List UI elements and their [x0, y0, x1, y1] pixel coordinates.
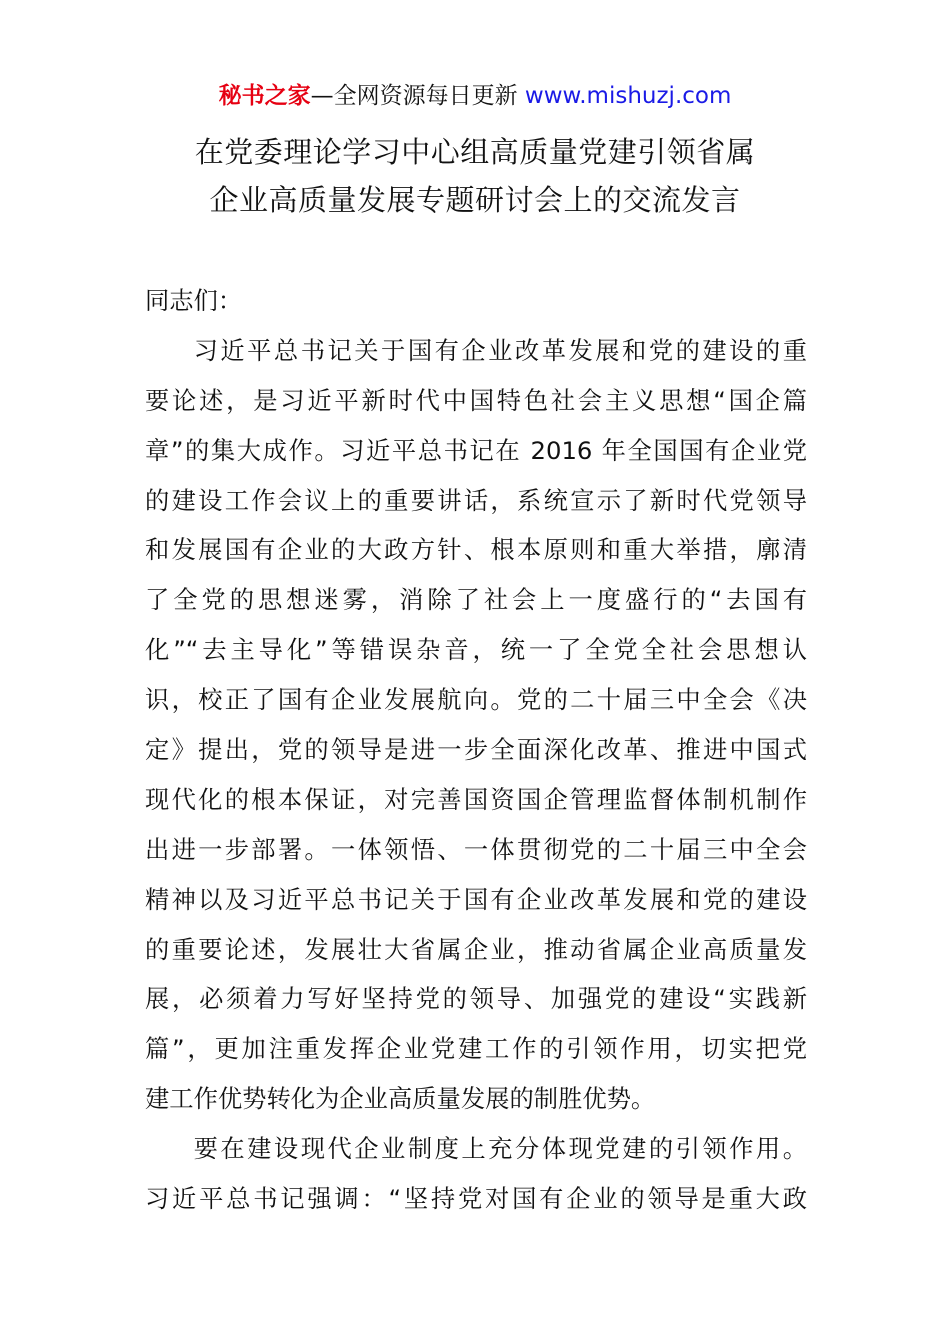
- text-line: 习近平总书记强调：“坚持党对国有企业的领导是重大政: [145, 1184, 807, 1214]
- text-line: 要在建设现代企业制度上充分体现党建的引领作用。: [193, 1134, 807, 1164]
- text-line: 篇”，更加注重发挥企业党建工作的引领作用，切实把党: [145, 1034, 807, 1064]
- site-url-link[interactable]: www.mishuzj.com: [524, 83, 732, 109]
- paragraph-2: [145, 1124, 807, 1224]
- title-line: 企业高质量发展专题研讨会上的交流发言: [209, 183, 741, 217]
- site-banner: [0, 80, 950, 112]
- text-line: 章”的集大成作。习近平总书记在 2016 年全国国有企业党: [145, 435, 807, 465]
- text-line: 化”“去主导化”等错误杂音，统一了全党全社会思想认: [145, 635, 807, 665]
- document-title: [0, 128, 950, 224]
- text-line: 了全党的思想迷雾，消除了社会上一度盛行的“去国有: [145, 585, 807, 615]
- text-line: 的重要论述，发展壮大省属企业，推动省属企业高质量发: [145, 934, 807, 964]
- text-line: 精神以及习近平总书记关于国有企业改革发展和党的建设: [145, 884, 807, 914]
- document-body: [145, 276, 807, 1224]
- text-line: 建工作优势转化为企业高质量发展的制胜优势。: [145, 1084, 656, 1114]
- title-line: 在党委理论学习中心组高质量党建引领省属: [194, 135, 756, 169]
- brand-name: 秘书之家: [218, 83, 311, 109]
- text-line: 定》提出，党的领导是进一步全面深化改革、推进中国式: [145, 735, 807, 765]
- text-line: 识，校正了国有企业发展航向。党的二十届三中全会《决: [145, 685, 807, 715]
- banner-tagline: —全网资源每日更新: [310, 83, 525, 109]
- salutation: 同志们：: [145, 286, 243, 315]
- text-line: 和发展国有企业的大政方针、根本原则和重大举措，廓清: [145, 535, 807, 565]
- text-line: 现代化的根本保证，对完善国资国企管理监督体制机制作: [145, 784, 807, 814]
- text-line: 展，必须着力写好坚持党的领导、加强党的建设“实践新: [145, 984, 807, 1014]
- text-line: 的建设工作会议上的重要讲话，系统宣示了新时代党领导: [145, 485, 807, 515]
- paragraph-1: [145, 326, 807, 1124]
- text-line: 出进一步部署。一体领悟、一体贯彻党的二十届三中全会: [145, 834, 807, 864]
- text-line: 习近平总书记关于国有企业改革发展和党的建设的重: [193, 335, 807, 365]
- text-line: 要论述，是习近平新时代中国特色社会主义思想“国企篇: [145, 385, 807, 415]
